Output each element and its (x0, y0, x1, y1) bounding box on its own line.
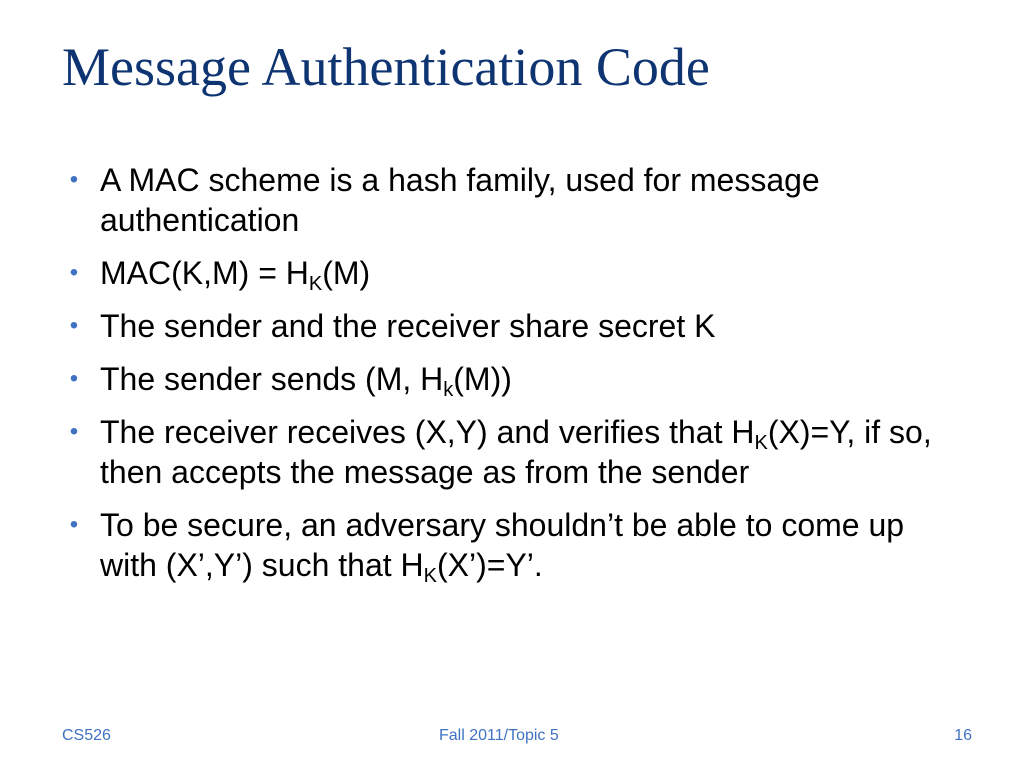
bullet-dot-icon: • (69, 166, 79, 193)
bullet-dot-icon: • (69, 312, 79, 339)
bullet-list (62, 160, 962, 598)
subscript-text: K (308, 273, 323, 295)
footer-page-number: 16 (954, 727, 972, 744)
bullet-item (62, 306, 962, 346)
slide-title: Message Authentication Code (62, 37, 710, 97)
subscript-text: K (754, 432, 768, 454)
bullet-text-segment: (X)=Y, if so, then accepts the message as from the sender (100, 414, 932, 490)
bullet-item (62, 253, 962, 293)
bullet-text-segment: (M) (322, 255, 371, 291)
bullet-dot-icon: • (69, 418, 79, 445)
bullet-text-segment: (X’)=Y’. (437, 547, 543, 583)
bullet-text-segment: (M)) (453, 361, 512, 397)
subscript-text: k (443, 379, 454, 401)
bullet-item (62, 359, 962, 399)
bullet-text (100, 507, 905, 587)
bullet-text (100, 162, 820, 238)
bullet-text-segment: The sender and the receiver share secret K (100, 308, 716, 344)
subscript-text: K (423, 565, 437, 587)
bullet-item (62, 412, 962, 492)
bullet-text (100, 414, 932, 490)
footer-term-topic: Fall 2011/Topic 5 (439, 727, 559, 744)
bullet-text (100, 255, 371, 295)
bullet-text (100, 308, 715, 344)
bullet-text-segment: The sender sends (M, H (100, 361, 444, 397)
bullet-text (100, 361, 512, 401)
bullet-text-segment: MAC(K,M) = H (100, 255, 309, 291)
bullet-dot-icon: • (69, 511, 79, 538)
bullet-dot-icon: • (69, 259, 79, 286)
bullet-item (62, 160, 962, 240)
bullet-text-segment: A MAC scheme is a hash family, used for message authentication (100, 162, 820, 238)
bullet-text-segment: To be secure, an adversary shouldn’t be able to come up with (X’,Y’) such that H (100, 507, 905, 583)
bullet-dot-icon: • (69, 365, 79, 392)
bullet-item (62, 505, 962, 585)
footer-course: CS526 (62, 727, 111, 744)
bullet-text-segment: The receiver receives (X,Y) and verifies that H (100, 414, 755, 450)
